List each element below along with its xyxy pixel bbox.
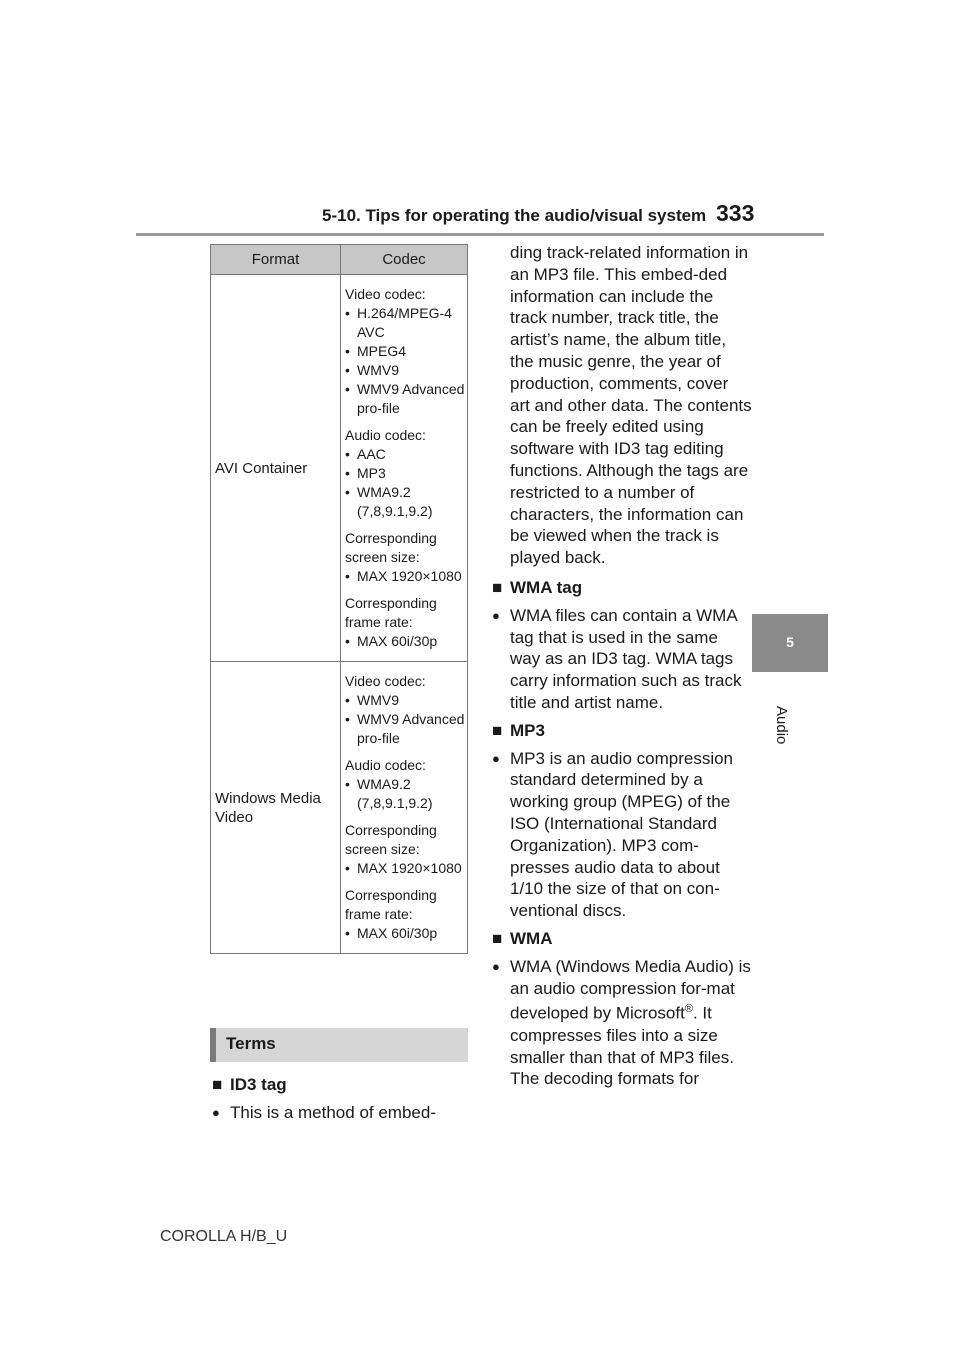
codec-group-title: Audio codec: [345,757,426,773]
codec-group-title: Corresponding screen size: [345,530,437,565]
codec-cell [341,662,468,954]
table-header-format: Format [211,245,341,275]
id3-tag-text-start: ● This is a method of embed- [212,1102,472,1124]
wma-text-a: WMA (Windows Media Audio) is an audio compression for-mat developed by Microsoft [510,956,751,1023]
codec-group [345,672,465,748]
mp3-heading: ■ MP3 [492,720,752,742]
right-column-text [492,242,752,1096]
wma-text [492,956,752,1090]
id3-tag-heading: ■ ID3 tag [212,1074,472,1096]
codec-item: • WMV9 Advanced pro-file [345,380,465,418]
chapter-tab: 5 [752,614,828,672]
codec-item: • WMV9 [345,361,465,380]
mp3-text: ● MP3 is an audio compression standard determined by a working group (MPEG) of the ISO (International Standard Organization). MP3 com-presses audio data to about 1/10 the size of that on con-ventional discs. [492,748,752,922]
codec-item: • WMA9.2 (7,8,9.1,9.2) [345,775,465,813]
terms-heading: Terms [210,1028,468,1062]
codec-item: • WMV9 Advanced pro-file [345,710,465,748]
codec-item: • MAX 60i/30p [345,632,465,651]
wma-tag-heading: ■ WMA tag [492,577,752,599]
codec-group [345,756,465,813]
codec-group [345,285,465,418]
section-title: 5-10. Tips for operating the audio/visual system [322,206,707,225]
codec-group-title: Corresponding frame rate: [345,887,437,922]
codec-item: • WMV9 [345,691,465,710]
codec-group [345,529,465,586]
codec-group-title: Corresponding frame rate: [345,595,437,630]
codec-item: • WMA9.2 (7,8,9.1,9.2) [345,483,465,521]
codec-item: • MAX 1920×1080 [345,859,465,878]
page-number: 333 [716,200,755,226]
codec-group-title: Video codec: [345,286,426,302]
format-cell: AVI Container [211,275,341,662]
footer-model: COROLLA H/B_U [160,1228,288,1245]
format-cell: Windows Media Video [211,662,341,954]
wma-tag-text: ● WMA files can contain a WMA tag that is used in the same way as an ID3 tag. WMA tags carry information such as track title and artist name. [492,605,752,714]
codec-item: • H.264/MPEG-4 AVC [345,304,465,342]
codec-item: • MAX 60i/30p [345,924,465,943]
left-column-text [212,1068,472,1130]
id3-tag-text-cont: ding track-related information in an MP3 file. This embed-ded information can include the track number, track title, the artist’s name, the album title, the music genre, the year of production, comments, cover art and other data. The contents can be freely edited using software with ID3 tag editing functions. Although the tags are restricted to a number of characters, the information can be viewed when the track is played back. [510,243,752,568]
format-codec-table [210,244,468,954]
codec-group-title: Audio codec: [345,427,426,443]
codec-item: • MAX 1920×1080 [345,567,465,586]
wma-heading: ■ WMA [492,928,752,950]
registered-mark: ® [684,1003,693,1016]
table-header-codec: Codec [341,245,468,275]
codec-item: • MP3 [345,464,465,483]
wma-text-b: . It compresses files into a size smaller than that of MP3 files. The decoding formats for [510,1003,734,1089]
header-rule [136,233,824,236]
codec-group-title: Video codec: [345,673,426,689]
codec-item: • AAC [345,445,465,464]
codec-group [345,821,465,878]
chapter-label: Audio [773,706,790,745]
codec-group [345,594,465,651]
codec-group-title: Corresponding screen size: [345,822,437,857]
codec-item: • MPEG4 [345,342,465,361]
codec-cell [341,275,468,662]
table-row-wmv [211,662,468,954]
table-row-avi [211,275,468,662]
codec-group [345,426,465,521]
codec-group [345,886,465,943]
